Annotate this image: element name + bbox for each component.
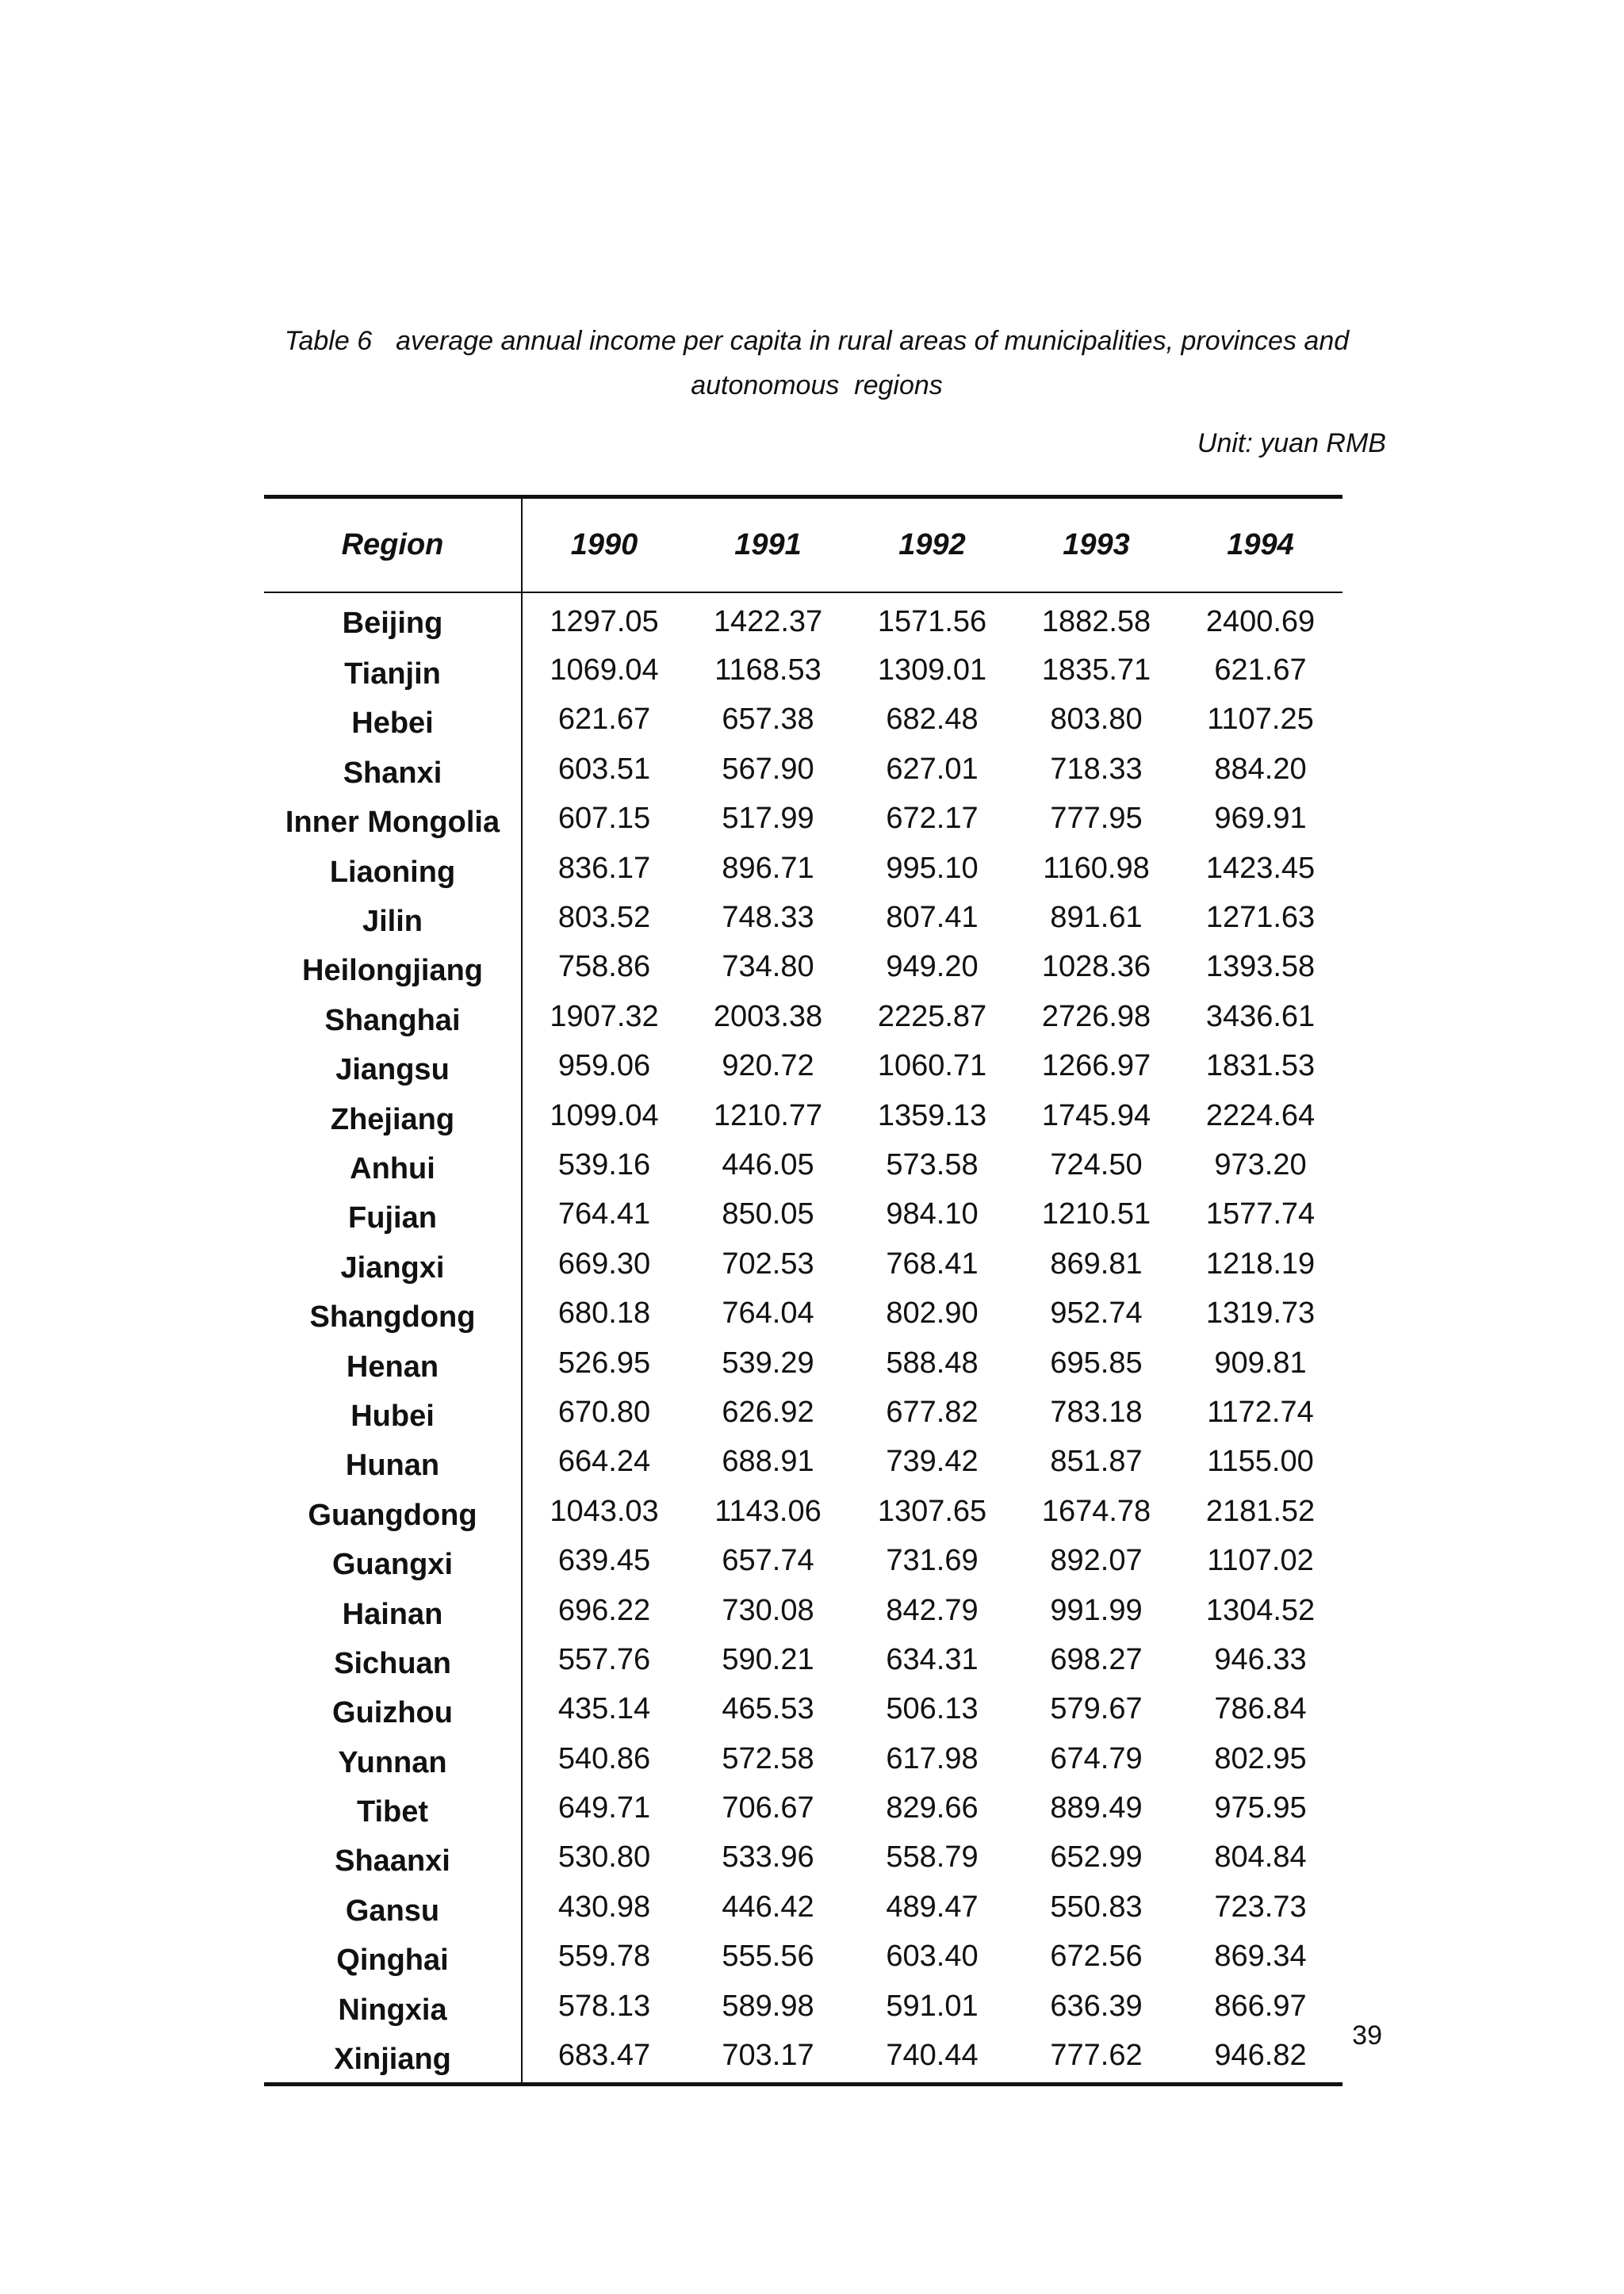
region-name-cell: Gansu [264, 1884, 522, 1933]
region-name-cell: Hubei [264, 1389, 522, 1438]
income-value-cell: 590.21 [722, 1642, 814, 1676]
income-value-cell: 603.51 [557, 752, 651, 786]
table-row [264, 746, 1342, 795]
income-value-cell: 1307.65 [877, 1494, 987, 1528]
income-value-cell: 1143.06 [714, 1494, 822, 1528]
region-name-cell: Sichuan [264, 1637, 522, 1686]
income-value-cell: 984.10 [886, 1197, 979, 1231]
income-value-cell: 748.33 [722, 901, 814, 935]
income-value-cell: 739.42 [886, 1445, 979, 1479]
income-value-cell: 506.13 [886, 1692, 979, 1726]
table-row [264, 994, 1342, 1043]
table-row [264, 647, 1342, 696]
table-row [264, 1488, 1342, 1538]
income-table [264, 495, 1342, 2086]
income-value-cell: 869.81 [1050, 1247, 1143, 1281]
income-value-cell: 802.95 [1214, 1741, 1307, 1775]
income-value-cell: 573.58 [886, 1147, 979, 1181]
region-name-cell: Henan [264, 1340, 522, 1389]
income-value-cell: 1266.97 [1041, 1049, 1151, 1083]
income-value-cell: 975.95 [1214, 1791, 1307, 1825]
income-value-cell: 764.04 [722, 1296, 814, 1331]
unit-label: Unit: yuan RMB [1197, 428, 1386, 458]
income-value-cell: 1422.37 [713, 604, 823, 638]
income-value-cell: 636.39 [1050, 1989, 1143, 2023]
income-value-cell: 588.48 [886, 1346, 979, 1380]
table-row [264, 1290, 1342, 1339]
income-value-cell: 578.13 [557, 1989, 651, 2023]
income-value-cell: 718.33 [1050, 752, 1143, 786]
region-name-cell: Qinghai [264, 1934, 522, 1983]
table-row [264, 1884, 1342, 1933]
income-value-cell: 680.18 [557, 1296, 651, 1331]
table-row [264, 1044, 1342, 1093]
income-value-cell: 2225.87 [877, 999, 987, 1033]
income-value-cell: 804.84 [1214, 1840, 1307, 1875]
income-value-cell: 540.86 [557, 1741, 651, 1775]
income-value-cell: 446.42 [722, 1890, 814, 1924]
income-value-cell: 740.44 [850, 2032, 1014, 2084]
income-value-cell: 559.78 [557, 1940, 651, 1974]
income-value-cell: 973.20 [1214, 1147, 1307, 1181]
income-value-cell: 1210.77 [713, 1098, 823, 1132]
table-row [264, 1736, 1342, 1785]
income-value-cell: 884.20 [1214, 752, 1307, 786]
income-value-cell: 621.67 [1214, 653, 1307, 687]
income-value-cell: 669.30 [557, 1247, 651, 1281]
income-value-cell: 626.92 [722, 1395, 814, 1429]
income-value-cell: 803.80 [1050, 703, 1143, 737]
income-value-cell: 1218.19 [1205, 1247, 1316, 1281]
income-value-cell: 649.71 [557, 1791, 651, 1825]
income-value-cell: 2224.64 [1205, 1098, 1316, 1132]
income-value-cell: 1271.63 [1205, 901, 1316, 935]
table-row [264, 1538, 1342, 1587]
table-row [264, 2032, 1342, 2084]
income-value-cell: 489.47 [886, 1890, 979, 1924]
income-value-cell: 995.10 [886, 851, 979, 885]
region-name-cell: Jilin [264, 894, 522, 944]
income-value-cell: 446.05 [722, 1147, 814, 1181]
income-value-cell: 731.69 [886, 1544, 979, 1578]
income-value-cell: 758.86 [557, 950, 651, 984]
column-header-1992: 1992 [850, 497, 1014, 593]
income-value-cell: 2726.98 [1041, 999, 1151, 1033]
column-header-1993: 1993 [1014, 497, 1178, 593]
income-value-cell: 591.01 [886, 1989, 979, 2023]
income-value-cell: 639.45 [557, 1544, 651, 1578]
table-row [264, 592, 1342, 647]
income-value-cell: 1835.71 [1041, 653, 1151, 687]
income-value-cell: 2400.69 [1205, 604, 1316, 638]
region-name-cell: Guangdong [264, 1488, 522, 1538]
income-value-cell: 946.82 [1178, 2032, 1342, 2084]
income-value-cell: 850.05 [722, 1197, 814, 1231]
income-value-cell: 657.38 [722, 703, 814, 737]
income-value-cell: 1210.51 [1041, 1197, 1151, 1231]
table-row [264, 1983, 1342, 2032]
income-value-cell: 526.95 [557, 1346, 651, 1380]
region-name-cell: Fujian [264, 1192, 522, 1241]
region-name-cell: Inner Mongolia [264, 796, 522, 845]
income-value-cell: 1304.52 [1205, 1593, 1316, 1627]
income-value-cell: 959.06 [557, 1049, 651, 1083]
income-value-cell: 657.74 [722, 1544, 814, 1578]
income-value-cell: 1107.25 [1207, 703, 1314, 737]
income-value-cell: 634.31 [886, 1642, 979, 1676]
income-value-cell: 1571.56 [877, 604, 987, 638]
region-name-cell: Liaoning [264, 845, 522, 894]
region-name-cell: Shanxi [264, 746, 522, 795]
income-value-cell: 1099.04 [550, 1098, 659, 1132]
table-caption [262, 319, 1372, 408]
income-value-cell: 946.33 [1214, 1642, 1307, 1676]
region-name-cell: Beijing [264, 592, 522, 647]
income-value-cell: 803.52 [557, 901, 651, 935]
income-value-cell: 1309.01 [877, 653, 987, 687]
region-name-cell: Yunnan [264, 1736, 522, 1785]
income-value-cell: 672.17 [886, 802, 979, 836]
column-header-1994: 1994 [1178, 497, 1342, 593]
region-name-cell: Zhejiang [264, 1093, 522, 1142]
table-row [264, 1439, 1342, 1488]
income-value-cell: 724.50 [1050, 1147, 1143, 1181]
region-name-cell: Guangxi [264, 1538, 522, 1587]
income-value-cell: 703.17 [686, 2032, 850, 2084]
income-value-cell: 555.56 [722, 1940, 814, 1974]
income-value-cell: 1069.04 [550, 653, 659, 687]
table-row [264, 1637, 1342, 1686]
income-value-cell: 949.20 [886, 950, 979, 984]
income-value-cell: 702.53 [722, 1247, 814, 1281]
income-value-cell: 969.91 [1214, 802, 1307, 836]
income-value-cell: 3436.61 [1205, 999, 1316, 1033]
income-value-cell: 892.07 [1050, 1544, 1143, 1578]
income-value-cell: 2003.38 [713, 999, 823, 1033]
income-value-cell: 842.79 [886, 1593, 979, 1627]
income-value-cell: 851.87 [1050, 1445, 1143, 1479]
income-value-cell: 920.72 [722, 1049, 814, 1083]
income-value-cell: 557.76 [557, 1642, 651, 1676]
income-value-cell: 1043.03 [550, 1494, 659, 1528]
income-value-cell: 896.71 [722, 851, 814, 885]
region-name-cell: Jiangxi [264, 1241, 522, 1290]
table-number: Table 6 [284, 326, 373, 356]
table-row [264, 894, 1342, 944]
income-value-cell: 533.96 [722, 1840, 814, 1875]
income-value-cell: 1577.74 [1205, 1197, 1316, 1231]
income-value-cell: 695.85 [1050, 1346, 1143, 1380]
table-row [264, 845, 1342, 894]
income-value-cell: 730.08 [722, 1593, 814, 1627]
income-value-cell: 652.99 [1050, 1840, 1143, 1875]
income-value-cell: 1028.36 [1041, 950, 1151, 984]
region-name-cell: Shaanxi [264, 1835, 522, 1884]
income-value-cell: 1674.78 [1041, 1494, 1151, 1528]
income-value-cell: 688.91 [722, 1445, 814, 1479]
income-value-cell: 1882.58 [1041, 604, 1151, 638]
region-name-cell: Tibet [264, 1785, 522, 1834]
income-value-cell: 768.41 [886, 1247, 979, 1281]
income-value-cell: 670.80 [557, 1395, 651, 1429]
region-name-cell: Heilongjiang [264, 944, 522, 994]
income-value-cell: 664.24 [557, 1445, 651, 1479]
income-value-cell: 1907.32 [550, 999, 659, 1033]
income-value-cell: 1319.73 [1205, 1296, 1316, 1331]
table-row [264, 1142, 1342, 1191]
table-row [264, 1835, 1342, 1884]
income-value-cell: 627.01 [886, 752, 979, 786]
income-value-cell: 1393.58 [1205, 950, 1316, 984]
income-value-cell: 866.97 [1214, 1989, 1307, 2023]
income-value-cell: 607.15 [557, 802, 651, 836]
table-row [264, 1192, 1342, 1241]
income-value-cell: 777.95 [1050, 802, 1143, 836]
region-name-cell: Shangdong [264, 1290, 522, 1339]
income-value-cell: 672.56 [1050, 1940, 1143, 1974]
region-name-cell: Guizhou [264, 1687, 522, 1736]
income-value-cell: 1107.02 [1207, 1544, 1314, 1578]
column-header-1990: 1990 [522, 497, 686, 593]
income-value-cell: 991.99 [1050, 1593, 1143, 1627]
table-row [264, 1241, 1342, 1290]
table-row [264, 796, 1342, 845]
caption-line-1 [262, 319, 1372, 363]
table-row [264, 1934, 1342, 1983]
header-row [264, 497, 1342, 593]
income-value-cell: 829.66 [886, 1791, 979, 1825]
income-value-cell: 539.29 [722, 1346, 814, 1380]
table-body [264, 592, 1342, 2084]
income-value-cell: 677.82 [886, 1395, 979, 1429]
table-row [264, 1340, 1342, 1389]
income-value-cell: 1168.53 [714, 653, 822, 687]
table-row [264, 1093, 1342, 1142]
table-row [264, 697, 1342, 746]
income-value-cell: 465.53 [722, 1692, 814, 1726]
column-header-region: Region [264, 497, 522, 593]
table-row [264, 1389, 1342, 1438]
region-name-cell: Hebei [264, 697, 522, 746]
income-value-cell: 550.83 [1050, 1890, 1143, 1924]
region-name-cell: Hainan [264, 1587, 522, 1637]
income-value-cell: 698.27 [1050, 1642, 1143, 1676]
region-name-cell: Anhui [264, 1142, 522, 1191]
income-value-cell: 1831.53 [1205, 1049, 1316, 1083]
region-name-cell: Hunan [264, 1439, 522, 1488]
income-value-cell: 530.80 [557, 1840, 651, 1875]
income-value-cell: 783.18 [1050, 1395, 1143, 1429]
income-value-cell: 869.34 [1214, 1940, 1307, 1974]
table-row [264, 1687, 1342, 1736]
caption-title: average annual income per capita in rural areas of municipalities, provinces and [396, 326, 1350, 356]
table-row [264, 944, 1342, 994]
income-value-cell: 1155.00 [1207, 1445, 1314, 1479]
income-value-cell: 1423.45 [1205, 851, 1316, 885]
income-value-cell: 558.79 [886, 1840, 979, 1875]
region-name-cell: Xinjiang [264, 2032, 522, 2084]
income-value-cell: 786.84 [1214, 1692, 1307, 1726]
region-name-cell: Jiangsu [264, 1044, 522, 1093]
income-value-cell: 723.73 [1214, 1890, 1307, 1924]
income-value-cell: 517.99 [722, 802, 814, 836]
income-value-cell: 1172.74 [1207, 1395, 1314, 1429]
income-value-cell: 567.90 [722, 752, 814, 786]
income-value-cell: 764.41 [557, 1197, 651, 1231]
income-value-cell: 889.49 [1050, 1791, 1143, 1825]
income-value-cell: 435.14 [557, 1692, 651, 1726]
table-row [264, 1587, 1342, 1637]
income-value-cell: 617.98 [886, 1741, 979, 1775]
table-row [264, 1785, 1342, 1834]
income-value-cell: 589.98 [722, 1989, 814, 2023]
income-value-cell: 430.98 [557, 1890, 651, 1924]
income-value-cell: 777.62 [1014, 2032, 1178, 2084]
income-value-cell: 952.74 [1050, 1296, 1143, 1331]
income-value-cell: 683.47 [522, 2032, 686, 2084]
caption-line-2: autonomous regions [691, 370, 943, 400]
income-value-cell: 836.17 [557, 851, 651, 885]
income-value-cell: 909.81 [1214, 1346, 1307, 1380]
income-value-cell: 621.67 [557, 703, 651, 737]
income-value-cell: 807.41 [886, 901, 979, 935]
income-value-cell: 802.90 [886, 1296, 979, 1331]
income-value-cell: 1297.05 [550, 604, 659, 638]
page-number: 39 [1352, 2020, 1382, 2051]
income-value-cell: 579.67 [1050, 1692, 1143, 1726]
income-value-cell: 734.80 [722, 950, 814, 984]
income-value-cell: 1060.71 [877, 1049, 987, 1083]
income-value-cell: 1160.98 [1043, 851, 1150, 885]
income-value-cell: 2181.52 [1205, 1494, 1316, 1528]
income-value-cell: 603.40 [886, 1940, 979, 1974]
income-value-cell: 674.79 [1050, 1741, 1143, 1775]
income-value-cell: 682.48 [886, 703, 979, 737]
income-value-cell: 539.16 [557, 1147, 651, 1181]
region-name-cell: Shanghai [264, 994, 522, 1043]
income-value-cell: 1745.94 [1041, 1098, 1151, 1132]
income-value-cell: 1359.13 [877, 1098, 987, 1132]
income-value-cell: 696.22 [557, 1593, 651, 1627]
income-value-cell: 706.67 [722, 1791, 814, 1825]
column-header-1991: 1991 [686, 497, 850, 593]
region-name-cell: Tianjin [264, 647, 522, 696]
region-name-cell: Ningxia [264, 1983, 522, 2032]
income-value-cell: 891.61 [1050, 901, 1143, 935]
income-value-cell: 572.58 [722, 1741, 814, 1775]
